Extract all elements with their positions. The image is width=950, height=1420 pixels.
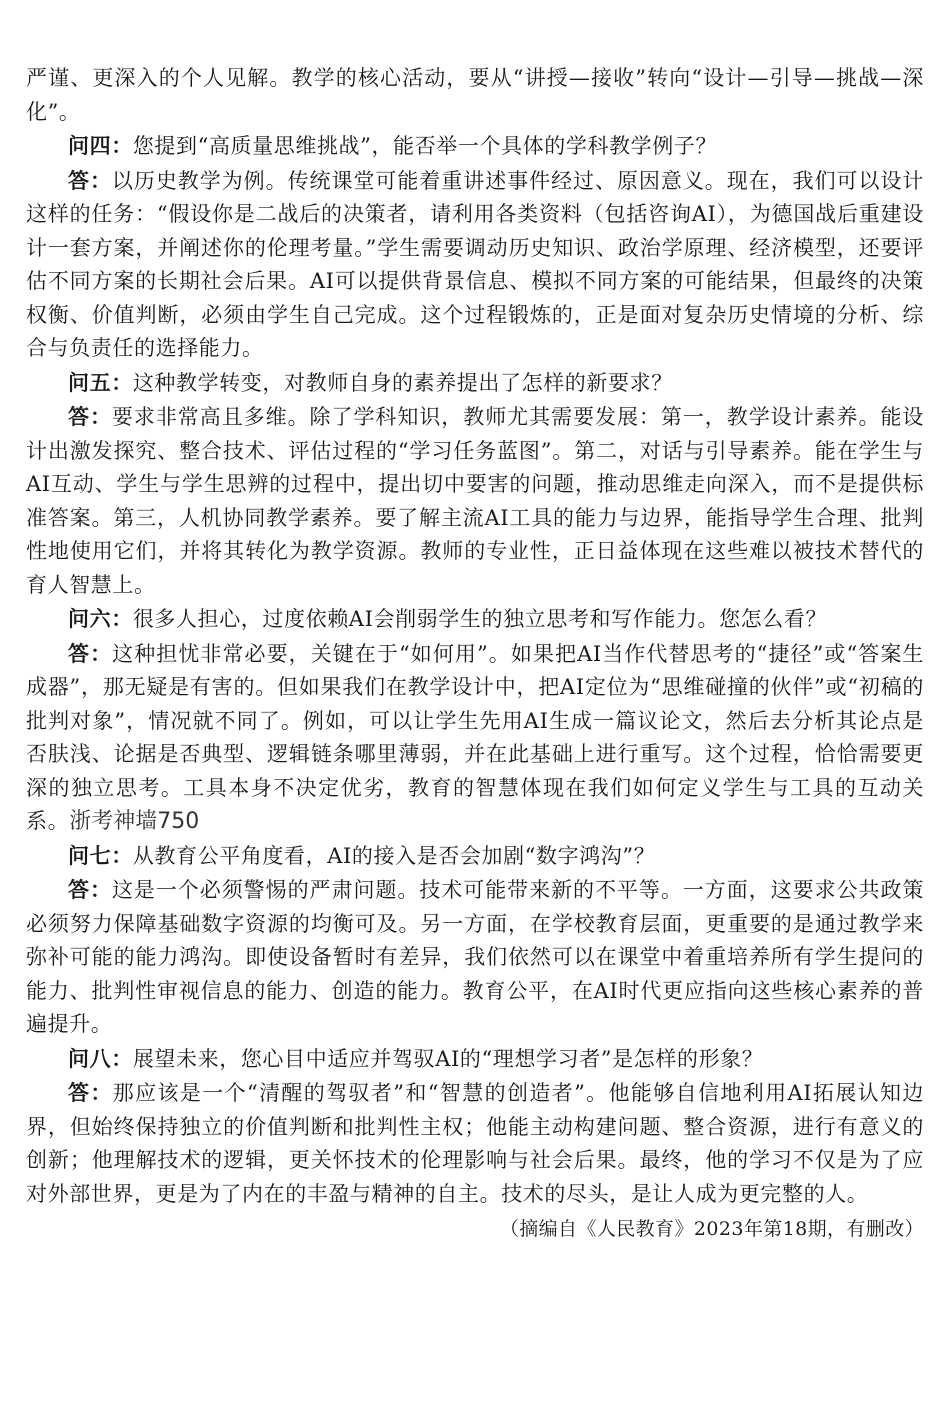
question-5-label: 问五：: [68, 369, 133, 395]
article-page: [26, 62, 924, 1247]
answer-6: [26, 637, 924, 839]
answer-8: [26, 1076, 924, 1211]
question-8-label: 问八：: [68, 1045, 133, 1071]
answer-4: [26, 164, 924, 366]
answer-8-text: 那应该是一个“清醒的驾驭者”和“智慧的创造者”。他能够自信地利用AI拓展认知边界，但始终保持独立的价值判断和批判性主权；他能主动构建问题、整合资源，进行有意义的创新；他理解技术的逻辑，更关怀技术的伦理影响与社会后果。最终，他的学习不仅是为了应对外部世界，更是为了内在的丰盈与精神的自主。技术的尽头，是让人成为更完整的人。: [26, 1081, 924, 1206]
answer-6-text: 这种担忧非常必要，关键在于“如何用”。如果把AI当作代替思考的“捷径”或“答案生成器”，那无疑是有害的。但如果我们在教学设计中，把AI定位为“思维碰撞的伙伴”或“初稿的批判对象”，情况就不同了。例如，可以让学生先用AI生成一篇议论文，然后去分析其论点是否肤浅、论据是否典型、逻辑链条哪里薄弱，并在此基础上进行重写。这个过程，恰恰需要更深的独立思考。工具本身不决定优劣，教育的智慧体现在我们如何定义学生与工具的互动关系。: [26, 641, 925, 833]
question-4-text: 您提到“高质量思维挑战”，能否举一个具体的学科教学例子？: [132, 134, 718, 158]
question-4-label: 问四：: [68, 133, 133, 158]
question-6-text: 很多人担心，过度依赖AI会削弱学生的独立思考和写作能力。您怎么看？: [132, 607, 828, 631]
answer-4-text: 以历史教学为例。传统课堂可能着重讲述事件经过、原因意义。现在，我们可以设计这样的任务：“假设你是二战后的决策者，请利用各类资料（包括咨询AI），为德国战后重建设计一套方案，并阐述你的伦理考量。”学生需要调动历史知识、政治学原理、经济模型，还要评估不同方案的长期社会后果。AI可以提供背景信息、模拟不同方案的可能结果，但最终的决策权衡、价值判断，必须由学生自己完成。这个过程锻炼的，正是面对复杂历史情境的分析、综合与负责任的选择能力。: [26, 168, 924, 360]
answer-5: [26, 400, 924, 602]
answer-7: [26, 873, 924, 1042]
answer-7-label: 答：: [68, 877, 112, 902]
question-4: [26, 129, 924, 164]
question-7-text: 从教育公平角度看，AI的接入是否会加剧“数字鸿沟”？: [132, 843, 656, 868]
answer-5-text: 要求非常高且多维。除了学科知识，教师尤其需要发展：第一，教学设计素养。能设计出激发探究、整合技术、评估过程的“学习任务蓝图”。第二，对话与引导素养。能在学生与AI互动、学生与学生思辨的过程中，提出切中要害的问题，推动思维走向深入，而不是提供标准答案。第三，人机协同教学素养。要了解主流AI工具的能力与边界，能指导学生合理、批判性地使用它们，并将其转化为教学资源。教师的专业性，正日益体现在这些难以被技术替代的育人智慧上。: [26, 405, 924, 597]
answer-7-text: 这是一个必须警惕的严肃问题。技术可能带来新的不平等。一方面，这要求公共政策必须努力保障基础数字资源的均衡可及。另一方面，在学校教育层面，更重要的是通过教学来弥补可能的能力鸿沟。即使设备暂时有差异，我们依然可以在课堂中着重培养所有学生提问的能力、批判性审视信息的能力、创造的能力。教育公平，在AI时代更应指向这些核心素养的普遍提升。: [26, 878, 924, 1036]
question-6-label: 问六：: [68, 606, 133, 631]
question-7-label: 问七：: [68, 842, 133, 868]
source-citation: （摘编自《人民教育》2023年第18期，有删改）: [499, 1218, 924, 1240]
answer-4-label: 答：: [68, 167, 112, 193]
intro-paragraph: 严谨、更深入的个人见解。教学的核心活动，要从“讲授—接收”转向“设计—引导—挑战—深化”。: [26, 66, 924, 124]
question-8-text: 展望未来，您心目中适应并驾驭AI的“理想学习者”是怎样的形象？: [132, 1046, 764, 1071]
question-7: [26, 839, 924, 874]
question-6: [26, 602, 924, 637]
answer-5-label: 答：: [68, 404, 112, 429]
watermark-text: 浙考神墙750: [69, 809, 200, 834]
question-5: [26, 366, 924, 401]
question-8: [26, 1042, 924, 1077]
answer-8-label: 答：: [68, 1080, 113, 1105]
answer-6-label: 答：: [68, 640, 113, 666]
question-5-text: 这种教学转变，对教师自身的素养提出了怎样的新要求？: [132, 370, 673, 395]
